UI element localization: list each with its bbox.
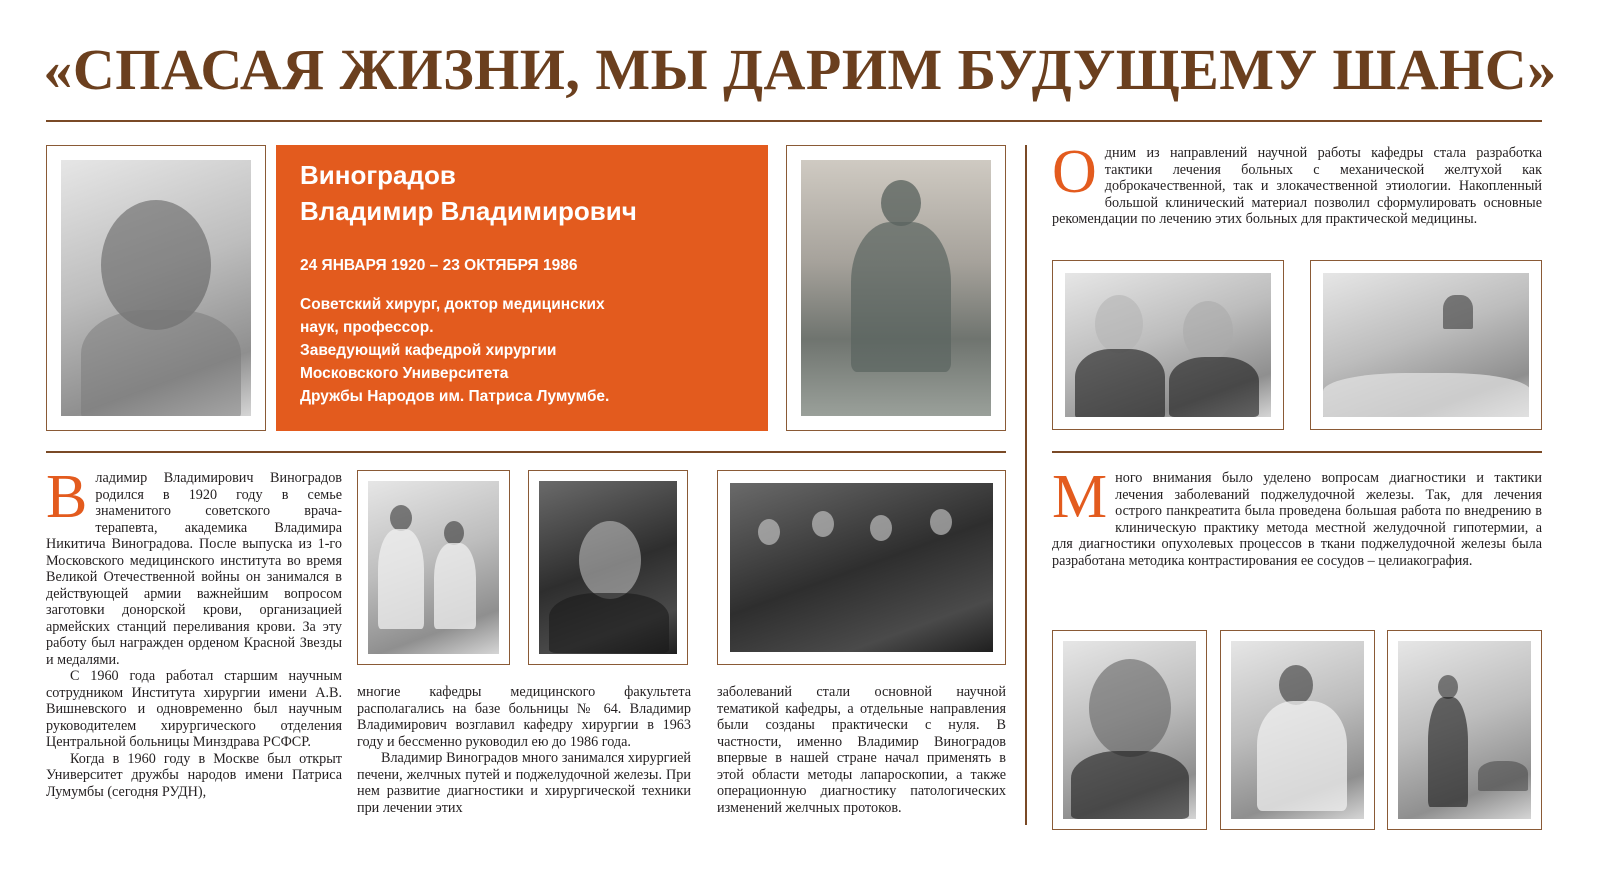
col3-paragraph-1: заболеваний стали основной научной тематикой кафедры, а отдельные направления были созданы практически с нуля. В частности, именно Владимир Виноградов впервые в нашей стране начал применять в этой области методы лапароскопии, а также операционную диагностику патологических изменений желчных протоков. <box>717 684 1006 816</box>
writing-photo-frame <box>1220 630 1375 830</box>
text-column-1 <box>46 463 342 800</box>
man-closeup-photo <box>1063 641 1196 819</box>
col2-paragraph-2: Владимир Виноградов много занимался хирургией печени, желчных путей и поджелудочной железы. При нем развитие диагностики и хирургической техники при лечении этих <box>357 750 691 816</box>
col1-paragraph-2: С 1960 года работал старшим научным сотрудником Института хирургии имени А.В. Вишневского и одновременно был научным руководителем хирургического отделения Центральной больницы Минздрава РСФСР. <box>46 668 342 750</box>
doctors-photo <box>368 481 499 654</box>
lecture-hall-photo-frame <box>1310 260 1542 430</box>
col1-paragraph-3: Когда в 1960 году в Москве был открыт Университет дружбы народов имени Патриса Лумумбы (сегодня РУДН), <box>46 750 342 800</box>
two-men-photo <box>1065 273 1271 417</box>
street-photo-frame <box>1387 630 1542 830</box>
right-bottom-text <box>1052 463 1542 569</box>
title-rule <box>46 120 1542 122</box>
dropcap-o: О <box>1052 138 1097 206</box>
portrait-photo-frame <box>46 145 266 431</box>
text-column-2 <box>357 684 691 816</box>
right-top-text <box>1052 138 1542 228</box>
bio-name: Виноградов Владимир Владимирович <box>300 160 637 226</box>
text-column-3 <box>717 684 1006 816</box>
doctors-photo-frame <box>357 470 510 665</box>
lecture-hall-photo <box>1323 273 1529 417</box>
page-title: «СПАСАЯ ЖИЗНИ, МЫ ДАРИМ БУДУЩЕМУ ШАНС» <box>43 37 1557 102</box>
right-section-rule <box>1052 451 1542 453</box>
statue-photo <box>801 160 991 416</box>
column-divider <box>1025 145 1027 825</box>
left-section-rule <box>46 451 1006 453</box>
man-portrait-photo <box>539 481 677 654</box>
group-photo-frame <box>717 470 1006 665</box>
dropcap-m: М <box>1052 463 1108 531</box>
statue-photo-frame <box>786 145 1006 431</box>
man-closeup-photo-frame <box>1052 630 1207 830</box>
bio-box <box>276 145 768 431</box>
bio-description: Советский хирург, доктор медицинских наук, профессор. Заведующий кафедрой хирургии Московского Университета Дружбы Народов им. Патриса Лумумбе. <box>300 296 610 405</box>
two-men-photo-frame <box>1052 260 1284 430</box>
col2-paragraph-1: многие кафедры медицинского факультета располагались на базе больницы № 64. Владимир Владимирович возглавил кафедру хирургии в 1963 году и бессменно руководил ею до 1986 года. <box>357 684 691 750</box>
col1-paragraph-1: ладимир Владимирович Виноградов родился в 1920 году в семье знаменитого советского врача-терапевта, академика Владимира Никитича Виноградова. После выпуска из 1-го Московского медицинского института во время Великой Отечественной войны он занимался в действующей армии важнейшим вопросом заготовки донорской крови, организацией армейских станций переливания крови. За эту работу был награжден орденом Красной Звезды и медалями. <box>46 470 342 668</box>
street-photo <box>1398 641 1531 819</box>
bio-dates: 24 ЯНВАРЯ 1920 – 23 ОКТЯБРЯ 1986 <box>300 257 578 274</box>
portrait-photo <box>61 160 251 416</box>
dropcap-v: В <box>46 463 88 531</box>
right-bottom-paragraph: ного внимания было уделено вопросам диагностики и тактики лечения заболеваний поджелудочной железы. Так, для лечения острого панкреатита была проведена большая работа по внедрению в клиническую практику метода местной желудочной гипотермии, а для диагностики опухолевых процессов в ткани поджелудочной железы была разработана методика контрастирования ее сосудов – целиакография. <box>1052 470 1542 569</box>
right-top-paragraph: дним из направлений научной работы кафедры стала разработка тактики лечения больных с механической желтухой как доброкачественной, так и злокачественной этиологии. Накопленный большой клинический материал позволил сформулировать основные рекомендации по лечению этих больных для практической медицины. <box>1052 145 1542 227</box>
group-photo <box>730 483 993 652</box>
man-portrait-photo-frame <box>528 470 688 665</box>
writing-photo <box>1231 641 1364 819</box>
